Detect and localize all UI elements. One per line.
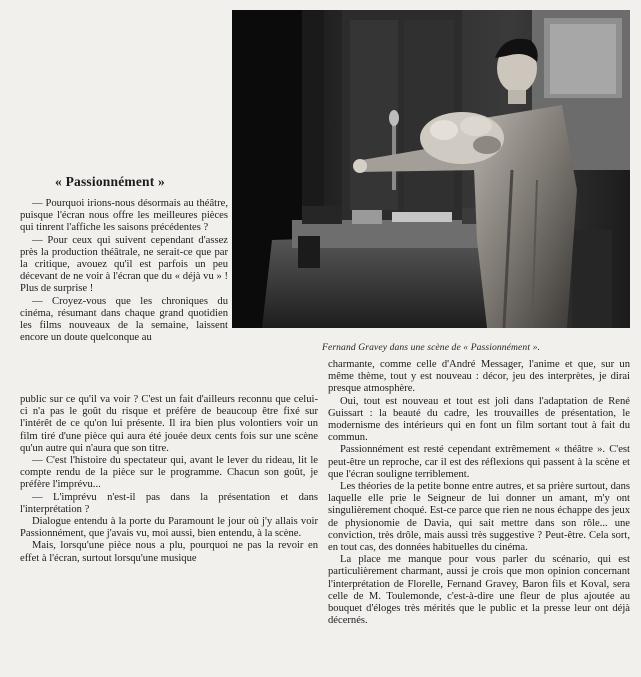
article-left-column — [20, 198, 228, 344]
paragraph: Mais, lorsqu'une pièce nous a plu, pourquoi ne pas la revoir en effet à l'écran, surtout lorsqu'une musique — [20, 540, 318, 564]
paragraph: public sur ce qu'il va voir ? C'est un fait d'ailleurs reconnu que celui-ci n'a pas le goût du risque et préfère de beaucoup être fixé sur l'intérêt de ce qu'on lui présente. Il ira bien plus volontiers voir un film tiré d'une pièce qui aura été jouée deux cents fois sur une scène qu'un autre qui n'aura que son titre. — [20, 394, 318, 454]
film-still-illustration — [232, 10, 630, 328]
paragraph: — Croyez-vous que les chroniques du cinéma, résumant dans chaque grand quotidien les films nouveaux de la semaine, laissent encore un doute quelconque au — [20, 295, 228, 344]
paragraph: Oui, tout est nouveau et tout est joli dans l'adaptation de René Guissart : la beauté du cadre, les trouvailles de présentation, le modernisme des intérieurs qui en font un film sortant tout à fait du commun. — [328, 395, 630, 444]
paragraph: — C'est l'histoire du spectateur qui, avant le lever du rideau, lit le compte rendu de la pièce sur le programme. Chacun son goût, je préfère l'imprévu... — [20, 455, 318, 491]
film-still-photo — [232, 10, 630, 328]
paragraph: La place me manque pour vous parler du scénario, qui est particulièrement charmant, aussi je crois que mon opinion concernant l'interprétation de Florelle, Fernand Gravey, Baron fils et Koval, sera celle de M. Toulemonde, c'est-à-dire une fleur de plus ajoutée au bouquet d'éloges très mérités que le public et la presse leur ont déjà décernés. — [328, 554, 630, 627]
paragraph: — Pour ceux qui suivent cependant d'assez près la production théâtrale, ne serait-ce que par la critique, avouez qu'il est parfois un peu décevant de ne voir à l'écran que du « déjà vu » ! Plus de surprise ! — [20, 234, 228, 295]
paragraph: — L'imprévu n'est-il pas dans la présentation et dans l'interprétation ? — [20, 491, 318, 515]
photo-caption: Fernand Gravey dans une scène de « Passionnément ». — [322, 342, 540, 353]
paragraph: Les théories de la petite bonne entre autres, et sa prière surtout, dans laquelle elle prie le Seigneur de lui donner un amant, m'y ont singulièrement choqué. Est-ce parce que rien ne nous échappe des jeux de physionomie de Davia, qui sait mettre dans son rôle... une conviction, très drôle, mais aussi très suggestive ? Peut-être. Cela sort, en tout cas, des données habituelles du cinéma. — [328, 481, 630, 554]
article-lower-left-column — [20, 394, 318, 565]
paragraph: Dialogue entendu à la porte du Paramount le jour où j'y allais voir Passionnément, que j'avais vu, moi aussi, bien entendu, à la scène. — [20, 516, 318, 540]
paragraph: — Pourquoi irions-nous désormais au théâtre, puisque l'écran nous offre les meilleures pièces qui tinrent l'affiche les saisons précédentes ? — [20, 198, 228, 234]
article-right-column — [328, 359, 630, 627]
paragraph: charmante, comme celle d'André Messager, l'anime et que, sur un même thème, tout y est nouveau : décor, jeu des interprètes, je dirai presque atmosphère. — [328, 359, 630, 395]
paragraph: Passionnément est resté cependant extrêmement « théâtre ». C'est peut-être un reproche, car il est des réflexions qui passent à la scène et que l'écran souligne terriblement. — [328, 444, 630, 480]
article-title: « Passionnément » — [55, 174, 165, 189]
